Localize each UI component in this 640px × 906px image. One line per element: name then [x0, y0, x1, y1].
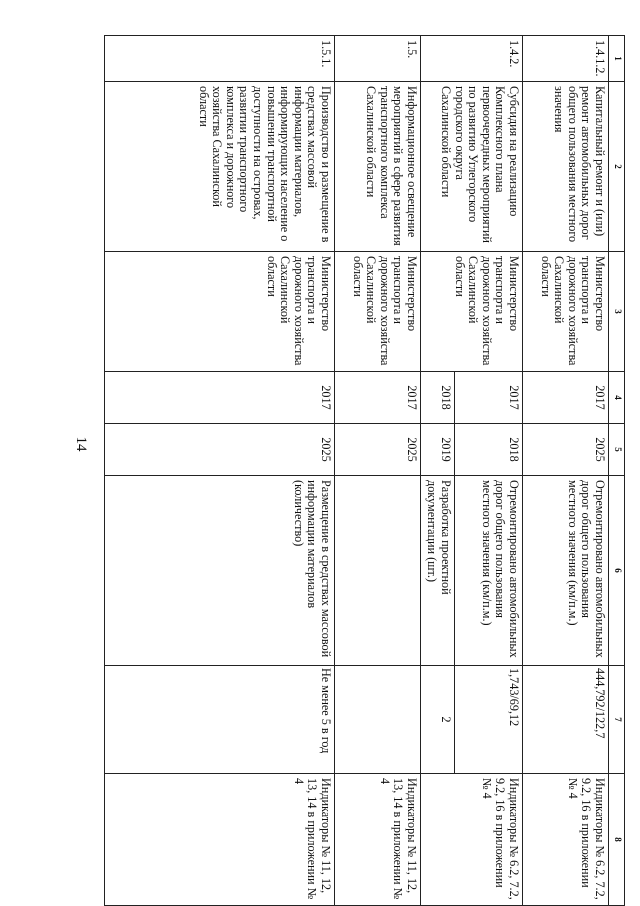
end-year: 2025 [523, 424, 609, 476]
start-year: 2017 [105, 372, 335, 424]
executor: Министерство транспорта и дорожного хозяйства Сахалинской области [335, 252, 421, 372]
header-cell: 5 [609, 424, 625, 476]
end-year: 2025 [335, 424, 421, 476]
indicator: Размещение в средствах массовой информации материалов (количество) [105, 476, 335, 666]
indicator: Разработка проектной документации (шт.) [421, 476, 455, 666]
start-year: 2017 [335, 372, 421, 424]
header-row [609, 36, 625, 906]
measure-name: Капитальный ремонт и (или) ремонт автомобильных дорог общего пользования местного значения [523, 82, 609, 252]
start-year: 2017 [523, 372, 609, 424]
indicator-value: 1,743/69,12 [455, 666, 523, 774]
executor: Министерство транспорта и дорожного хозяйства Сахалинской области [105, 252, 335, 372]
executor: Министерство транспорта и дорожного хозяйства Сахалинской области [421, 252, 523, 372]
header-cell: 4 [609, 372, 625, 424]
table-row [523, 36, 609, 906]
table-row [335, 36, 421, 906]
header-cell: 6 [609, 476, 625, 666]
start-year: 2018 [421, 372, 455, 424]
indicator: Отремонтировано автомобильных дорог общего пользования местного значения (км/п.м.) [455, 476, 523, 666]
row-number: 1.4.1.2. [523, 36, 609, 82]
measure-name: Производство и размещение в средствах массовой информации материалов, информирующих население о повышении транспортной доступности на островах, развитии транспортного комплекса и дорожного хозяйства Сахалинской области [105, 82, 335, 252]
row-number: 1.5. [335, 36, 421, 82]
indicator-value: Не менее 5 в год [105, 666, 335, 774]
measure-name: Субсидия на реализацию Комплексного плана первоочередных мероприятий по развитию Углегорского городского округа Сахалинской области [421, 82, 523, 252]
indicator-link: Индикаторы № 6.2, 7.2, 9.2, 16 в приложении № 4 [523, 774, 609, 906]
header-cell: 3 [609, 252, 625, 372]
indicator: Отремонтировано автомобильных дорог общего пользования местного значения (км/п.м.) [523, 476, 609, 666]
end-year: 2025 [105, 424, 335, 476]
header-cell: 8 [609, 774, 625, 906]
rotated-table-wrapper [105, 35, 625, 905]
table-row [105, 36, 335, 906]
indicator-value [335, 666, 421, 774]
header-cell: 1 [609, 36, 625, 82]
executor: Министерство транспорта и дорожного хозяйства Сахалинской области [523, 252, 609, 372]
program-measures-table [104, 35, 625, 906]
indicator-link: Индикаторы № 11, 12, 13, 14 в приложении № 4 [335, 774, 421, 906]
row-number: 1.5.1. [105, 36, 335, 82]
header-cell: 7 [609, 666, 625, 774]
page-number: 14 [73, 436, 89, 452]
indicator-value: 444,792/122,7 [523, 666, 609, 774]
end-year: 2018 [455, 424, 523, 476]
indicator-link: Индикаторы № 11, 12, 13, 14 в приложении № 4 [105, 774, 335, 906]
end-year: 2019 [421, 424, 455, 476]
indicator-value: 2 [421, 666, 455, 774]
row-number: 1.4.2. [421, 36, 523, 82]
table-row [455, 36, 523, 906]
indicator [335, 476, 421, 666]
header-cell: 2 [609, 82, 625, 252]
start-year: 2017 [455, 372, 523, 424]
measure-name: Информационное освещение мероприятий в сфере развития транспортного комплекса Сахалинской области [335, 82, 421, 252]
indicator-link: Индикаторы № 6.2, 7.2, 9.2, 16 в приложении № 4 [421, 774, 523, 906]
